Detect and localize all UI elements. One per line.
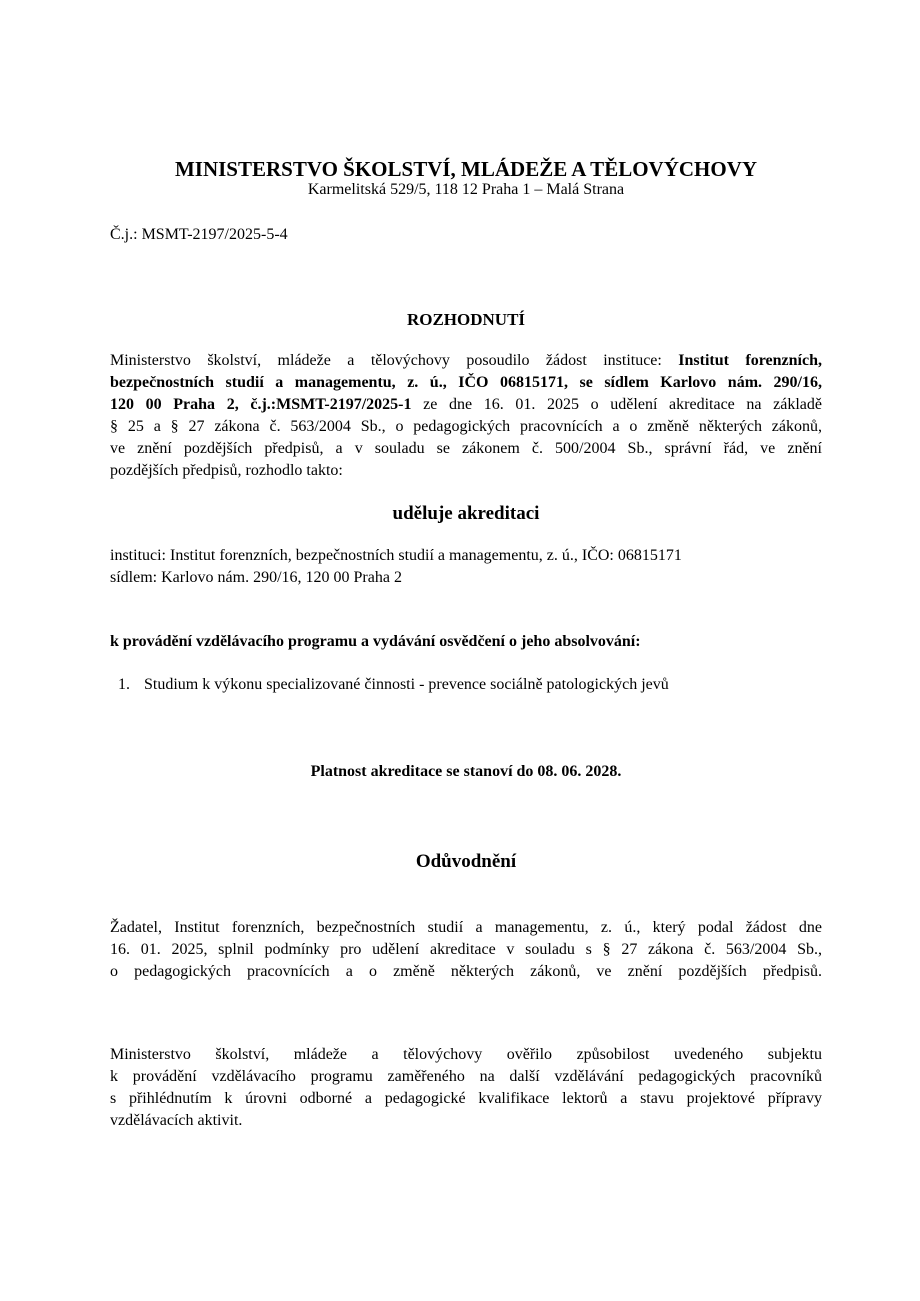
ministry-title: MINISTERSTVO ŠKOLSTVÍ, MLÁDEŽE A TĚLOVÝCHOVY — [174, 157, 758, 181]
decision-intro-paragraph — [110, 350, 822, 482]
justification-p2-line-3: s přihlédnutím k úrovni odborné a pedagogické kvalifikace lektorů a stavu projektové přípravy — [110, 1090, 822, 1107]
seat-line: sídlem: Karlovo nám. 290/16, 120 00 Praha 2 — [110, 569, 402, 586]
justification-heading: Odůvodnění — [415, 851, 517, 872]
decision-heading: ROZHODNUTÍ — [406, 310, 526, 329]
intro-line-1 — [110, 350, 822, 372]
program-list — [118, 674, 669, 696]
justification-p1-line-1: Žadatel, Institut forenzních, bezpečnostních studií a managementu, z. ú., který podal žádost dne — [110, 919, 822, 936]
grants-accreditation-heading: uděluje akreditaci — [392, 503, 540, 524]
list-item-number: 1. — [118, 676, 130, 693]
intro-line-2 — [110, 372, 822, 394]
intro-line-4: § 25 a § 27 zákona č. 563/2004 Sb., o pedagogických pracovnících a o změně některých zákonů, — [110, 418, 822, 435]
justification-p2-line-2: k provádění vzdělávacího programu zaměřeného na další vzdělávání pedagogických pracovníků — [110, 1068, 822, 1085]
justification-p2-line-4: vzdělávacích aktivit. — [110, 1112, 243, 1129]
intro-line-6: pozdějších předpisů, rozhodlo takto: — [110, 462, 343, 479]
intro-line-5: ve znění pozdějších předpisů, a v souladu se zákonem č. 500/2004 Sb., správní řád, ve znění — [110, 440, 822, 457]
intro-text: Ministerstvo školství, mládeže a tělovýchovy posoudilo žádost instituce: — [110, 352, 679, 369]
intro-institution-details: bezpečnostních studií a managementu, z. ú., IČO 06815171, se sídlem Karlovo nám. 290/16, — [110, 374, 822, 391]
intro-text: ze dne 16. 01. 2025 o udělení akreditace na základě — [411, 396, 823, 413]
justification-p2-line-1: Ministerstvo školství, mládeže a tělovýchovy ověřilo způsobilost uvedeného subjektu — [110, 1046, 822, 1063]
intro-line-3 — [110, 394, 822, 416]
validity-statement: Platnost akreditace se stanoví do 08. 06. 2028. — [310, 763, 622, 780]
justification-paragraph-2 — [110, 1044, 822, 1132]
ministry-address: Karmelitská 529/5, 118 12 Praha 1 – Malá Strana — [307, 181, 625, 198]
list-item — [118, 674, 669, 696]
reference-number: Č.j.: MSMT-2197/2025-5-4 — [110, 226, 288, 243]
intro-institution-name: Institut forenzních, — [678, 352, 822, 369]
program-heading: k provádění vzdělávacího programu a vydávání osvědčení o jeho absolvování: — [110, 633, 641, 650]
intro-institution-reference: 120 00 Praha 2, č.j.:MSMT-2197/2025-1 — [110, 396, 412, 413]
institution-line: instituci: Institut forenzních, bezpečnostních studií a managementu, z. ú., IČO: 06815171 — [110, 547, 682, 564]
list-item-title: Studium k výkonu specializované činnosti - prevence sociálně patologických jevů — [144, 676, 669, 693]
justification-paragraph-1 — [110, 917, 822, 983]
justification-p1-line-2: 16. 01. 2025, splnil podmínky pro udělení akreditace v souladu s § 27 zákona č. 563/2004 Sb., — [110, 941, 822, 958]
justification-p1-line-3: o pedagogických pracovnících a o změně některých zákonů, ve znění pozdějších předpisů. — [110, 963, 822, 980]
